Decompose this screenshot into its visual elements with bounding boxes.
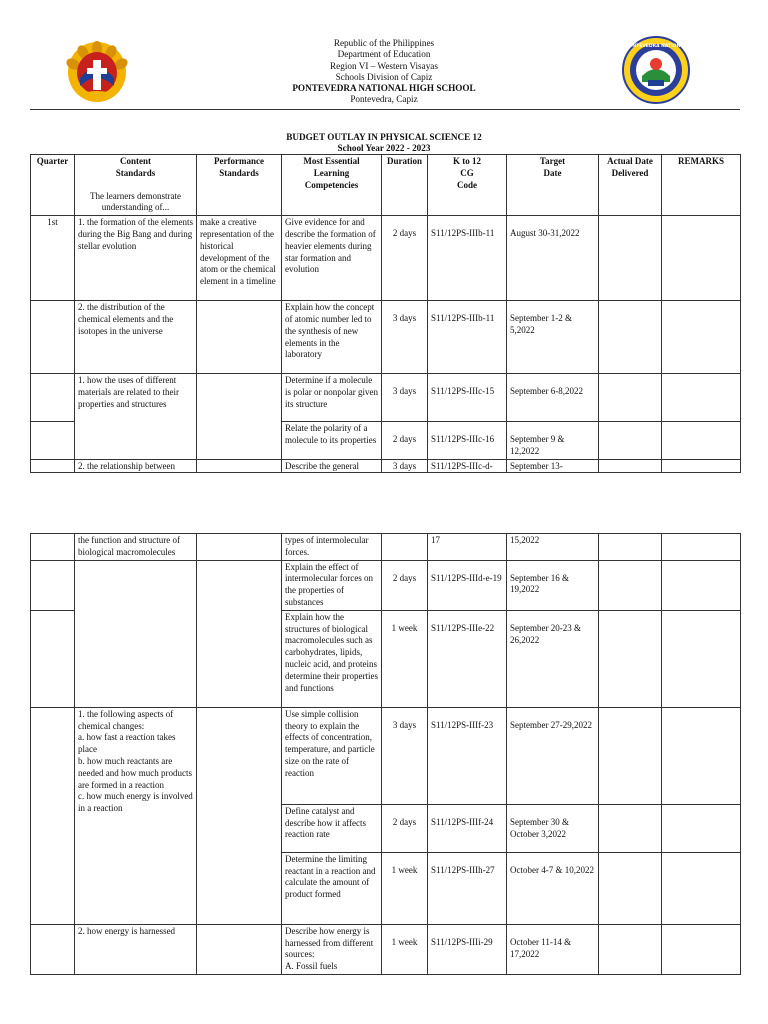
table-row [31, 924, 741, 974]
cell-target: August 30-31,2022 [507, 216, 599, 301]
col-quarter: Quarter [31, 155, 75, 216]
cell-actual [599, 459, 662, 472]
col-k12-code [428, 155, 507, 216]
table-row [31, 534, 741, 561]
cell-melc: types of intermolecular forces. [282, 534, 382, 561]
cell-target: October 4-7 & 10,2022 [507, 852, 599, 924]
table-row [31, 374, 741, 422]
cell-melc: Give evidence for and describe the formation of heavier elements during star formation and evolution [282, 216, 382, 301]
cell-code: S11/12PS-IIIb-11 [428, 301, 507, 374]
cell-target: September 30 & October 3,2022 [507, 804, 599, 852]
cell-quarter [31, 374, 75, 422]
col-melc-label-b: Learning [313, 167, 350, 178]
cell-remarks [662, 216, 741, 301]
cell-duration: 2 days [382, 804, 428, 852]
cell-performance [197, 707, 282, 924]
cell-duration: 2 days [382, 216, 428, 301]
cell-code: S11/12PS-IIIc-15 [428, 374, 507, 422]
cell-remarks [662, 374, 741, 422]
cell-performance: make a creative representation of the historical development of the atom or the chemical element in a timeline [197, 216, 282, 301]
cell-remarks [662, 422, 741, 460]
table-row [31, 707, 741, 804]
table-row [31, 216, 741, 301]
budget-table-part-2 [30, 533, 741, 975]
cell-melc: Describe the general [282, 459, 382, 472]
col-perf-label-a: Performance [214, 156, 264, 166]
cell-actual [599, 560, 662, 610]
cell-melc: Explain how the structures of biological macromolecules such as carbohydrates, lipids, nucleic acid, and proteins determine their properties and functions [282, 610, 382, 707]
cell-duration: 3 days [382, 301, 428, 374]
cell-code: S11/12PS-IIIf-24 [428, 804, 507, 852]
col-melc-label-a: Most Essential [303, 156, 360, 166]
header-line-republic: Republic of the Philippines [333, 38, 435, 48]
cell-code: S11/12PS-IIIf-23 [428, 707, 507, 804]
cell-content: 2. the relationship between [75, 459, 197, 472]
cell-content: 1. the following aspects of chemical changes: a. how fast a reaction takes place b. how much reactants are needed and how much products are formed in a reaction c. how much energy is involved in a reaction [75, 707, 197, 924]
col-melc-label-c: Competencies [304, 179, 359, 190]
cell-melc: Define catalyst and describe how it affects reaction rate [282, 804, 382, 852]
budget-table-part-1 [30, 154, 741, 473]
cell-target: September 16 & 19,2022 [507, 560, 599, 610]
cell-content: the function and structure of biological macromolecules [75, 534, 197, 561]
cell-duration: 2 days [382, 422, 428, 460]
cell-actual [599, 610, 662, 707]
cell-actual [599, 374, 662, 422]
cell-duration: 3 days [382, 374, 428, 422]
cell-remarks [662, 707, 741, 804]
cell-remarks [662, 610, 741, 707]
cell-target: September 20-23 & 26,2022 [507, 610, 599, 707]
title-main: BUDGET OUTLAY IN PHYSICAL SCIENCE 12 [286, 132, 482, 142]
col-remarks: REMARKS [662, 155, 741, 216]
col-content-label-a: Content [120, 156, 151, 166]
cell-target: September 27-29,2022 [507, 707, 599, 804]
cell-content: 2. how energy is harnessed [75, 924, 197, 974]
cell-melc: Use simple collision theory to explain the effects of concentration, temperature, and particle size on the rate of reaction [282, 707, 382, 804]
cell-duration: 1 week [382, 610, 428, 707]
header-line-region: Region VI – Western Visayas [330, 60, 438, 71]
col-k12-label-c: Code [457, 179, 477, 190]
col-content-note: The learners demonstrate understanding of... [90, 190, 181, 213]
cell-duration: 2 days [382, 560, 428, 610]
col-perf-label-b: Standards [219, 167, 259, 178]
cell-performance [197, 459, 282, 472]
col-melc [282, 155, 382, 216]
cell-melc: Explain how the concept of atomic number led to the synthesis of new elements in the laboratory [282, 301, 382, 374]
cell-melc: Determine the limiting reactant in a reaction and calculate the amount of product formed [282, 852, 382, 924]
cell-target: September 9 & 12,2022 [507, 422, 599, 460]
seal-text-top: PONTEVEDRA NATIONAL [625, 44, 687, 49]
cell-quarter [31, 924, 75, 974]
cell-quarter [31, 422, 75, 460]
cell-quarter [31, 301, 75, 374]
cell-actual [599, 301, 662, 374]
cell-target: September 1-2 & 5,2022 [507, 301, 599, 374]
col-duration: Duration [382, 155, 428, 216]
cell-remarks [662, 560, 741, 610]
cell-performance [197, 924, 282, 974]
cell-code: 17 [428, 534, 507, 561]
col-target-date [507, 155, 599, 216]
cell-code: S11/12PS-IIIb-11 [428, 216, 507, 301]
cell-quarter [31, 560, 75, 610]
header-line-division: Schools Division of Capiz [335, 71, 433, 82]
cell-remarks [662, 459, 741, 472]
cell-code: S11/12PS-IIIh-27 [428, 852, 507, 924]
cell-code: S11/12PS-IIId-e-19 [428, 560, 507, 610]
table-header-row [31, 155, 741, 216]
table-row [31, 301, 741, 374]
table-row [31, 560, 741, 610]
cell-duration: 3 days [382, 459, 428, 472]
cell-code: S11/12PS-IIIi-29 [428, 924, 507, 974]
header-school-name: PONTEVEDRA NATIONAL HIGH SCHOOL [292, 83, 476, 94]
header-line-department: Department of Education [337, 49, 431, 60]
cell-actual [599, 924, 662, 974]
cell-melc: Relate the polarity of a molecule to its properties [282, 422, 382, 460]
cell-duration: 1 week [382, 852, 428, 924]
col-actual-label-a: Actual Date [607, 156, 653, 166]
cell-performance [197, 301, 282, 374]
header-divider [30, 109, 740, 110]
cell-melc: Determine if a molecule is polar or nonpolar given its structure [282, 374, 382, 422]
col-performance-standards [197, 155, 282, 216]
cell-code: S11/12PS-IIIc-d- [428, 459, 507, 472]
cell-actual [599, 852, 662, 924]
cell-content [75, 560, 197, 707]
cell-actual [599, 534, 662, 561]
cell-actual [599, 707, 662, 804]
cell-content: 2. the distribution of the chemical elements and the isotopes in the universe [75, 301, 197, 374]
cell-actual [599, 216, 662, 301]
cell-remarks [662, 301, 741, 374]
cell-code: S11/12PS-IIIe-22 [428, 610, 507, 707]
cell-content: 1. the formation of the elements during the Big Bang and during stellar evolution [75, 216, 197, 301]
col-k12-label-a: K to 12 [453, 156, 481, 166]
header-location: Pontevedra, Capiz [350, 94, 418, 105]
document-header [0, 38, 768, 106]
cell-performance [197, 374, 282, 460]
cell-melc: Explain the effect of intermolecular forces on the properties of substances [282, 560, 382, 610]
col-actual-label-b: Delivered [611, 167, 649, 178]
cell-remarks [662, 534, 741, 561]
cell-target: 15,2022 [507, 534, 599, 561]
col-target-label-a: Target [539, 156, 566, 166]
cell-melc: Describe how energy is harnessed from different sources: A. Fossil fuels [282, 924, 382, 974]
cell-target: September 13- [507, 459, 599, 472]
table-row [31, 459, 741, 472]
cell-target: September 6-8,2022 [507, 374, 599, 422]
cell-remarks [662, 852, 741, 924]
cell-actual [599, 804, 662, 852]
cell-duration: 1 week [382, 924, 428, 974]
cell-remarks [662, 924, 741, 974]
cell-code: S11/12PS-IIIc-16 [428, 422, 507, 460]
title-school-year: School Year 2022 - 2023 [337, 143, 431, 153]
cell-quarter [31, 534, 75, 561]
cell-quarter: 1st [31, 216, 75, 301]
col-k12-label-b: CG [460, 167, 474, 178]
cell-performance [197, 534, 282, 561]
cell-duration: 3 days [382, 707, 428, 804]
col-content-label-b: Standards [115, 167, 156, 178]
cell-quarter [31, 707, 75, 924]
cell-quarter [31, 610, 75, 707]
document-title [0, 132, 768, 154]
cell-performance [197, 560, 282, 707]
col-content-standards [75, 155, 197, 216]
cell-actual [599, 422, 662, 460]
cell-target: October 11-14 & 17,2022 [507, 924, 599, 974]
cell-quarter [31, 459, 75, 472]
col-actual-date [599, 155, 662, 216]
cell-remarks [662, 804, 741, 852]
cell-duration [382, 534, 428, 561]
cell-content: 1. how the uses of different materials are related to their properties and structures [75, 374, 197, 460]
col-target-label-b: Date [543, 167, 562, 178]
